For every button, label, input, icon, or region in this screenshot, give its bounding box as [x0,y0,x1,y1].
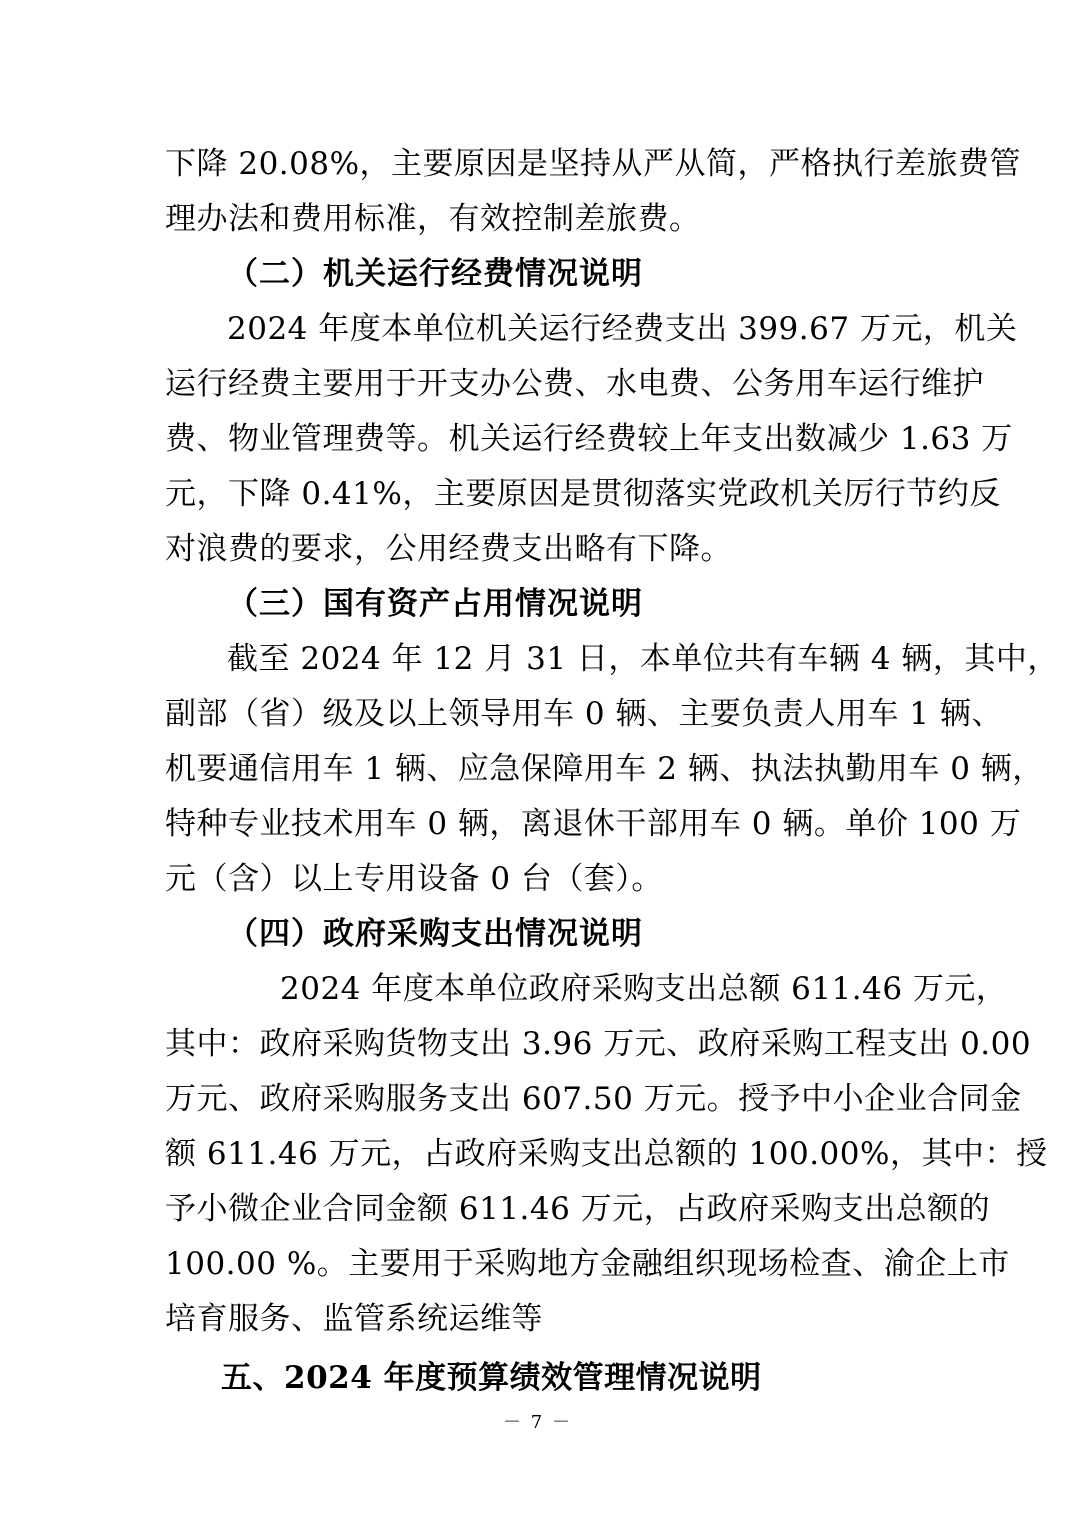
text-line: 其中：政府采购货物支出 3.96 万元、政府采购工程支出 0.00 [165,1026,1032,1062]
text-line: 费、物业管理费等。机关运行经费较上年支出数减少 1.63 万 [165,421,1013,457]
text-line: 运行经费主要用于开支办公费、水电费、公务用车运行维护 [165,366,984,402]
page-number: － 7 － [503,1412,572,1433]
paragraph-state-assets [165,632,1059,907]
text-line: 2024 年度本单位机关运行经费支出 399.67 万元，机关 [227,311,1018,347]
text-line: 副部（省）级及以上领导用车 0 辆、主要负责人用车 1 辆、 [165,696,1003,732]
text-line: 理办法和费用标准，有效控制差旅费。 [165,201,701,237]
text-line: 机要通信用车 1 辆、应急保障用车 2 辆、执法执勤用车 0 辆， [165,751,1044,787]
heading-state-assets: （三）国有资产占用情况说明 [227,586,643,622]
text-line: 予小微企业合同金额 611.46 万元，占政府采购支出总额的 [165,1191,991,1227]
text-line: 下降 20.08%，主要原因是坚持从严从简，严格执行差旅费管 [165,146,1022,182]
heading-government-procurement: （四）政府采购支出情况说明 [227,916,643,952]
paragraph-travel-expenses [165,137,1022,247]
text-line: 元（含）以上专用设备 0 台（套）。 [165,861,663,897]
heading-operating-expenses: （二）机关运行经费情况说明 [227,256,643,292]
text-line: 万元、政府采购服务支出 607.50 万元。授予中小企业合同金 [165,1081,1022,1117]
document-body [165,137,1059,1406]
text-line: 额 611.46 万元，占政府采购支出总额的 100.00%，其中：授 [165,1136,1048,1172]
heading-section-five: 五、2024 年度预算绩效管理情况说明 [221,1360,762,1396]
text-line: 元，下降 0.41%，主要原因是贯彻落实党政机关厉行节约反 [165,476,1001,512]
text-line: 对浪费的要求，公用经费支出略有下降。 [165,531,732,567]
text-line: 培育服务、监管系统运维等 [165,1301,543,1337]
paragraph-operating-expenses [165,302,1018,577]
text-line: 100.00 %。主要用于采购地方金融组织现场检查、渝企上市 [165,1246,1010,1282]
text-line: 特种专业技术用车 0 辆，离退休干部用车 0 辆。单价 100 万 [165,806,1022,842]
paragraph-government-procurement [165,962,1048,1347]
text-line: 截至 2024 年 12 月 31 日，本单位共有车辆 4 辆，其中， [227,641,1059,677]
text-line: 2024 年度本单位政府采购支出总额 611.46 万元， [280,971,1008,1007]
